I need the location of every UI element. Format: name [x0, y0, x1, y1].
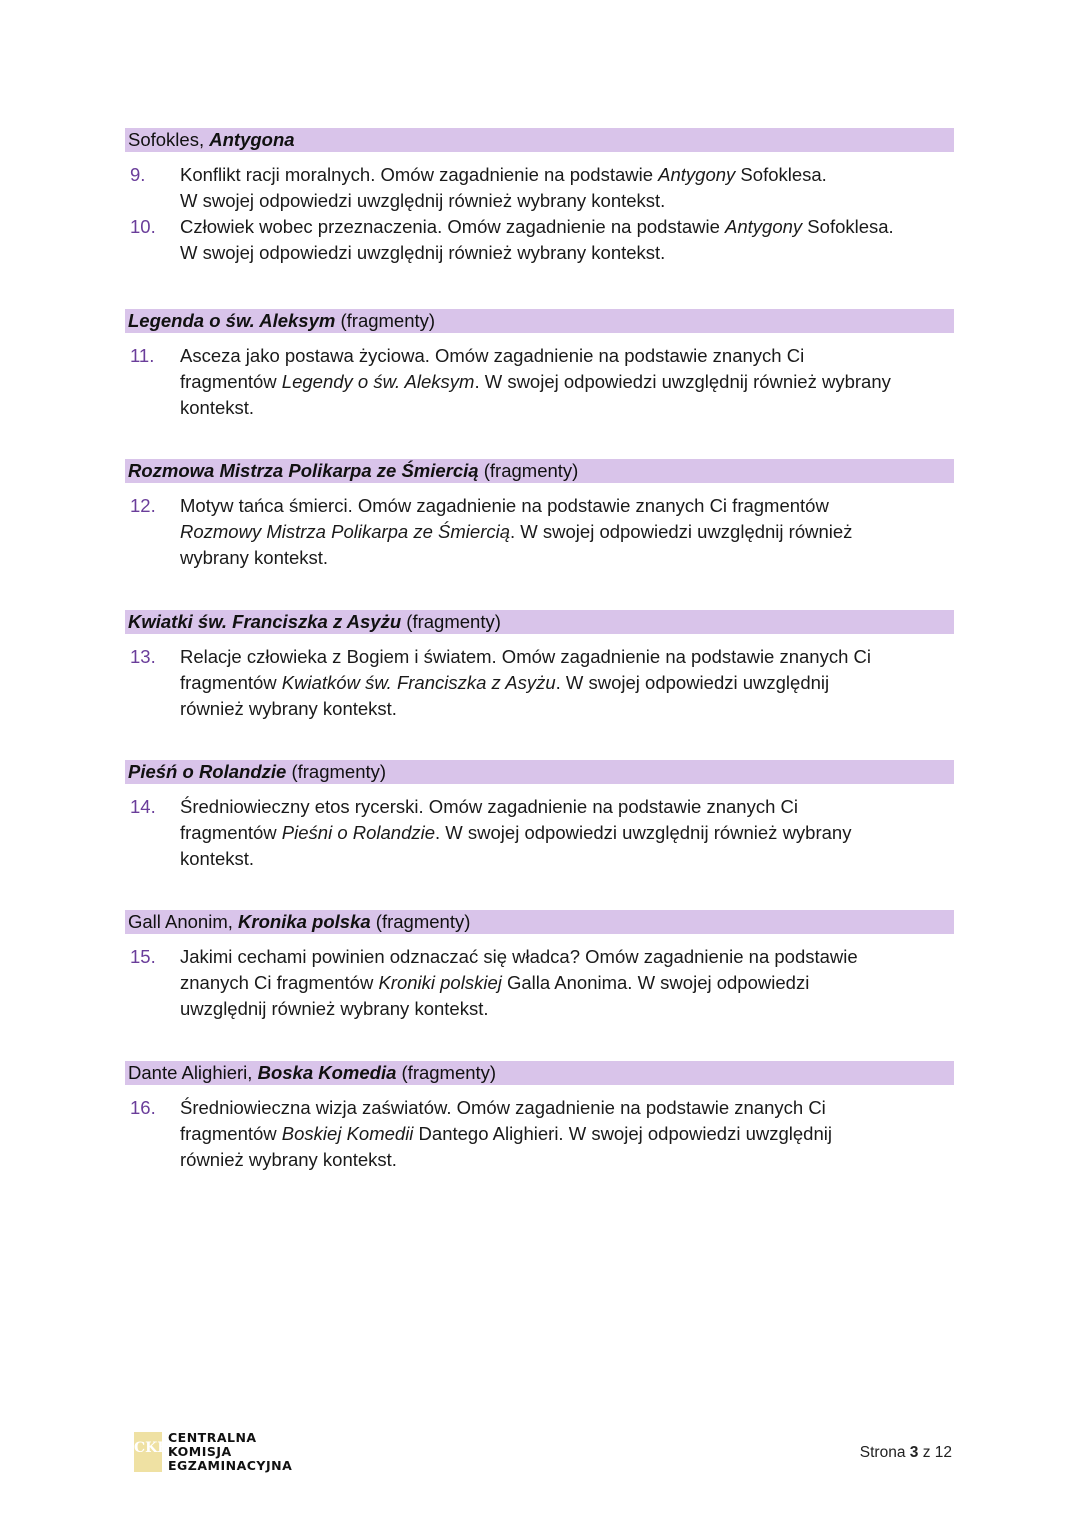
task-text-line [180, 670, 954, 696]
cke-logo [134, 1430, 292, 1474]
task-list [125, 493, 954, 571]
task-text-line [180, 545, 954, 571]
section-header-title: Kronika polska [238, 911, 371, 932]
task-text-italic: Pieśni o Rolandzie [281, 822, 436, 843]
task-item [125, 644, 954, 722]
section-header-suffix: (fragmenty) [370, 911, 471, 932]
logo-line-1: CENTRALNA [168, 1430, 257, 1445]
section-header-suffix: (fragmenty) [396, 1062, 497, 1083]
task-item [125, 493, 954, 571]
logo-line-2: KOMISJA [168, 1444, 232, 1459]
section-header-prefix: Sofokles, [128, 129, 210, 150]
task-text-italic: Antygony [725, 216, 803, 237]
task-text: Relacje człowieka z Bogiem i światem. Omów zagadnienie na podstawie znanych Ci [180, 646, 871, 667]
task-text-line [180, 696, 954, 722]
section-header-title: Boska Komedia [257, 1062, 397, 1083]
task-text-line [180, 944, 954, 970]
task-text: Średniowieczny etos rycerski. Omów zagadnienie na podstawie znanych Ci [180, 796, 798, 817]
section [125, 760, 954, 872]
section-header-suffix: (fragmenty) [335, 310, 436, 331]
task-text: Sofoklesa. [802, 216, 894, 237]
task-item [125, 343, 954, 421]
task-text-line [180, 996, 954, 1022]
task-text-line [180, 1121, 954, 1147]
task-item [125, 162, 954, 214]
task-item [125, 1095, 954, 1173]
task-text-italic: Rozmowy Mistrza Polikarpa ze Śmiercią [180, 521, 511, 542]
task-text-line [180, 188, 954, 214]
section [125, 128, 954, 266]
task-text-line [180, 493, 954, 519]
task-number: 9. [130, 164, 146, 185]
task-text: Człowiek wobec przeznaczenia. Omów zagadnienie na podstawie [180, 216, 726, 237]
section-header-title: Antygona [209, 129, 295, 150]
task-list [125, 644, 954, 722]
section-header-title: Rozmowa Mistrza Polikarpa ze Śmiercią [128, 460, 479, 481]
task-text-italic: Antygony [658, 164, 736, 185]
section-header [125, 1061, 954, 1085]
task-list [125, 1095, 954, 1173]
task-text: . W swojej odpowiedzi uwzględnij [555, 672, 830, 693]
task-text-line [180, 820, 954, 846]
task-item [125, 214, 954, 266]
task-text-line [180, 644, 954, 670]
section-header [125, 910, 954, 934]
section-header [125, 459, 954, 483]
task-text: kontekst. [180, 848, 255, 869]
task-number: 10. [130, 216, 156, 237]
page-prefix: Strona [859, 1444, 910, 1461]
section-header-prefix: Dante Alighieri, [128, 1062, 258, 1083]
task-item [125, 944, 954, 1022]
section [125, 910, 954, 1022]
task-text: fragmentów [180, 822, 282, 843]
task-number: 12. [130, 495, 156, 516]
section-header [125, 128, 954, 152]
task-text-line [180, 1095, 954, 1121]
section-header [125, 610, 954, 634]
task-text-line [180, 519, 954, 545]
task-text-line [180, 395, 954, 421]
section-header-prefix: Gall Anonim, [128, 911, 239, 932]
task-text: Motyw tańca śmierci. Omów zagadnienie na podstawie znanych Ci fragmentów [180, 495, 829, 516]
task-text: Średniowieczna wizja zaświatów. Omów zagadnienie na podstawie znanych Ci [180, 1097, 826, 1118]
task-text: kontekst. [180, 397, 255, 418]
page-suffix: z 12 [918, 1444, 952, 1461]
section [125, 309, 954, 421]
section-header-title: Kwiatki św. Franciszka z Asyżu [128, 611, 402, 632]
section-header-suffix: (fragmenty) [478, 460, 579, 481]
task-list [125, 162, 954, 266]
task-text: fragmentów [180, 1123, 282, 1144]
task-text: . W swojej odpowiedzi uwzględnij również [510, 521, 853, 542]
task-text: W swojej odpowiedzi uwzględnij również wybrany kontekst. [180, 190, 666, 211]
section [125, 1061, 954, 1173]
task-text-italic: Boskiej Komedii [281, 1123, 414, 1144]
task-text: Jakimi cechami powinien odznaczać się władca? Omów zagadnienie na podstawie [180, 946, 858, 967]
task-text-line [180, 162, 954, 188]
task-text: . W swojej odpowiedzi uwzględnij również wybrany [474, 371, 891, 392]
task-text: znanych Ci fragmentów [180, 972, 379, 993]
page-current: 3 [909, 1444, 919, 1461]
task-text-line [180, 240, 954, 266]
task-text-line [180, 369, 954, 395]
section-header [125, 760, 954, 784]
section-header-suffix: (fragmenty) [401, 611, 501, 632]
task-number: 15. [130, 946, 156, 967]
task-number: 13. [130, 646, 156, 667]
task-number: 16. [130, 1097, 156, 1118]
page-number [860, 1444, 952, 1462]
task-number: 14. [130, 796, 156, 817]
section-header-title: Legenda o św. Aleksym [128, 310, 336, 331]
task-text-line [180, 214, 954, 240]
task-text: Dantego Alighieri. W swojej odpowiedzi uwzględnij [413, 1123, 832, 1144]
task-text: W swojej odpowiedzi uwzględnij również wybrany kontekst. [180, 242, 666, 263]
logo-line-3: EGZAMINACYJNA [168, 1458, 293, 1473]
task-number: 11. [130, 345, 155, 366]
task-text-line [180, 1147, 954, 1173]
task-text-line [180, 970, 954, 996]
task-text: Konflikt racji moralnych. Omów zagadnienie na podstawie [180, 164, 659, 185]
task-text-line [180, 846, 954, 872]
cke-logo-text [168, 1431, 292, 1473]
task-text: również wybrany kontekst. [180, 1149, 397, 1170]
task-text: Sofoklesa. [735, 164, 827, 185]
task-text: również wybrany kontekst. [180, 698, 397, 719]
cke-logo-mark [134, 1432, 168, 1472]
task-text: fragmentów [180, 371, 282, 392]
section [125, 610, 954, 722]
task-text: Galla Anonima. W swojej odpowiedzi [501, 972, 810, 993]
task-text-line [180, 794, 954, 820]
section-header [125, 309, 954, 333]
task-text-italic: Kroniki polskiej [378, 972, 502, 993]
section-header-title: Pieśń o Rolandzie [128, 761, 287, 782]
task-text-italic: Legendy o św. Aleksym [281, 371, 475, 392]
task-text-line [180, 343, 954, 369]
task-text-italic: Kwiatków św. Franciszka z Asyżu [281, 672, 556, 693]
task-list [125, 343, 954, 421]
section-header-suffix: (fragmenty) [286, 761, 387, 782]
cke-logo-mark-text: CKE [134, 1440, 168, 1456]
task-list [125, 944, 954, 1022]
task-text: wybrany kontekst. [180, 547, 329, 568]
task-text: . W swojej odpowiedzi uwzględnij również wybrany [435, 822, 852, 843]
task-text: Asceza jako postawa życiowa. Omów zagadnienie na podstawie znanych Ci [180, 345, 805, 366]
task-text: uwzględnij również wybrany kontekst. [180, 998, 489, 1019]
task-list [125, 794, 954, 872]
task-text: fragmentów [180, 672, 282, 693]
task-item [125, 794, 954, 872]
section [125, 459, 954, 571]
